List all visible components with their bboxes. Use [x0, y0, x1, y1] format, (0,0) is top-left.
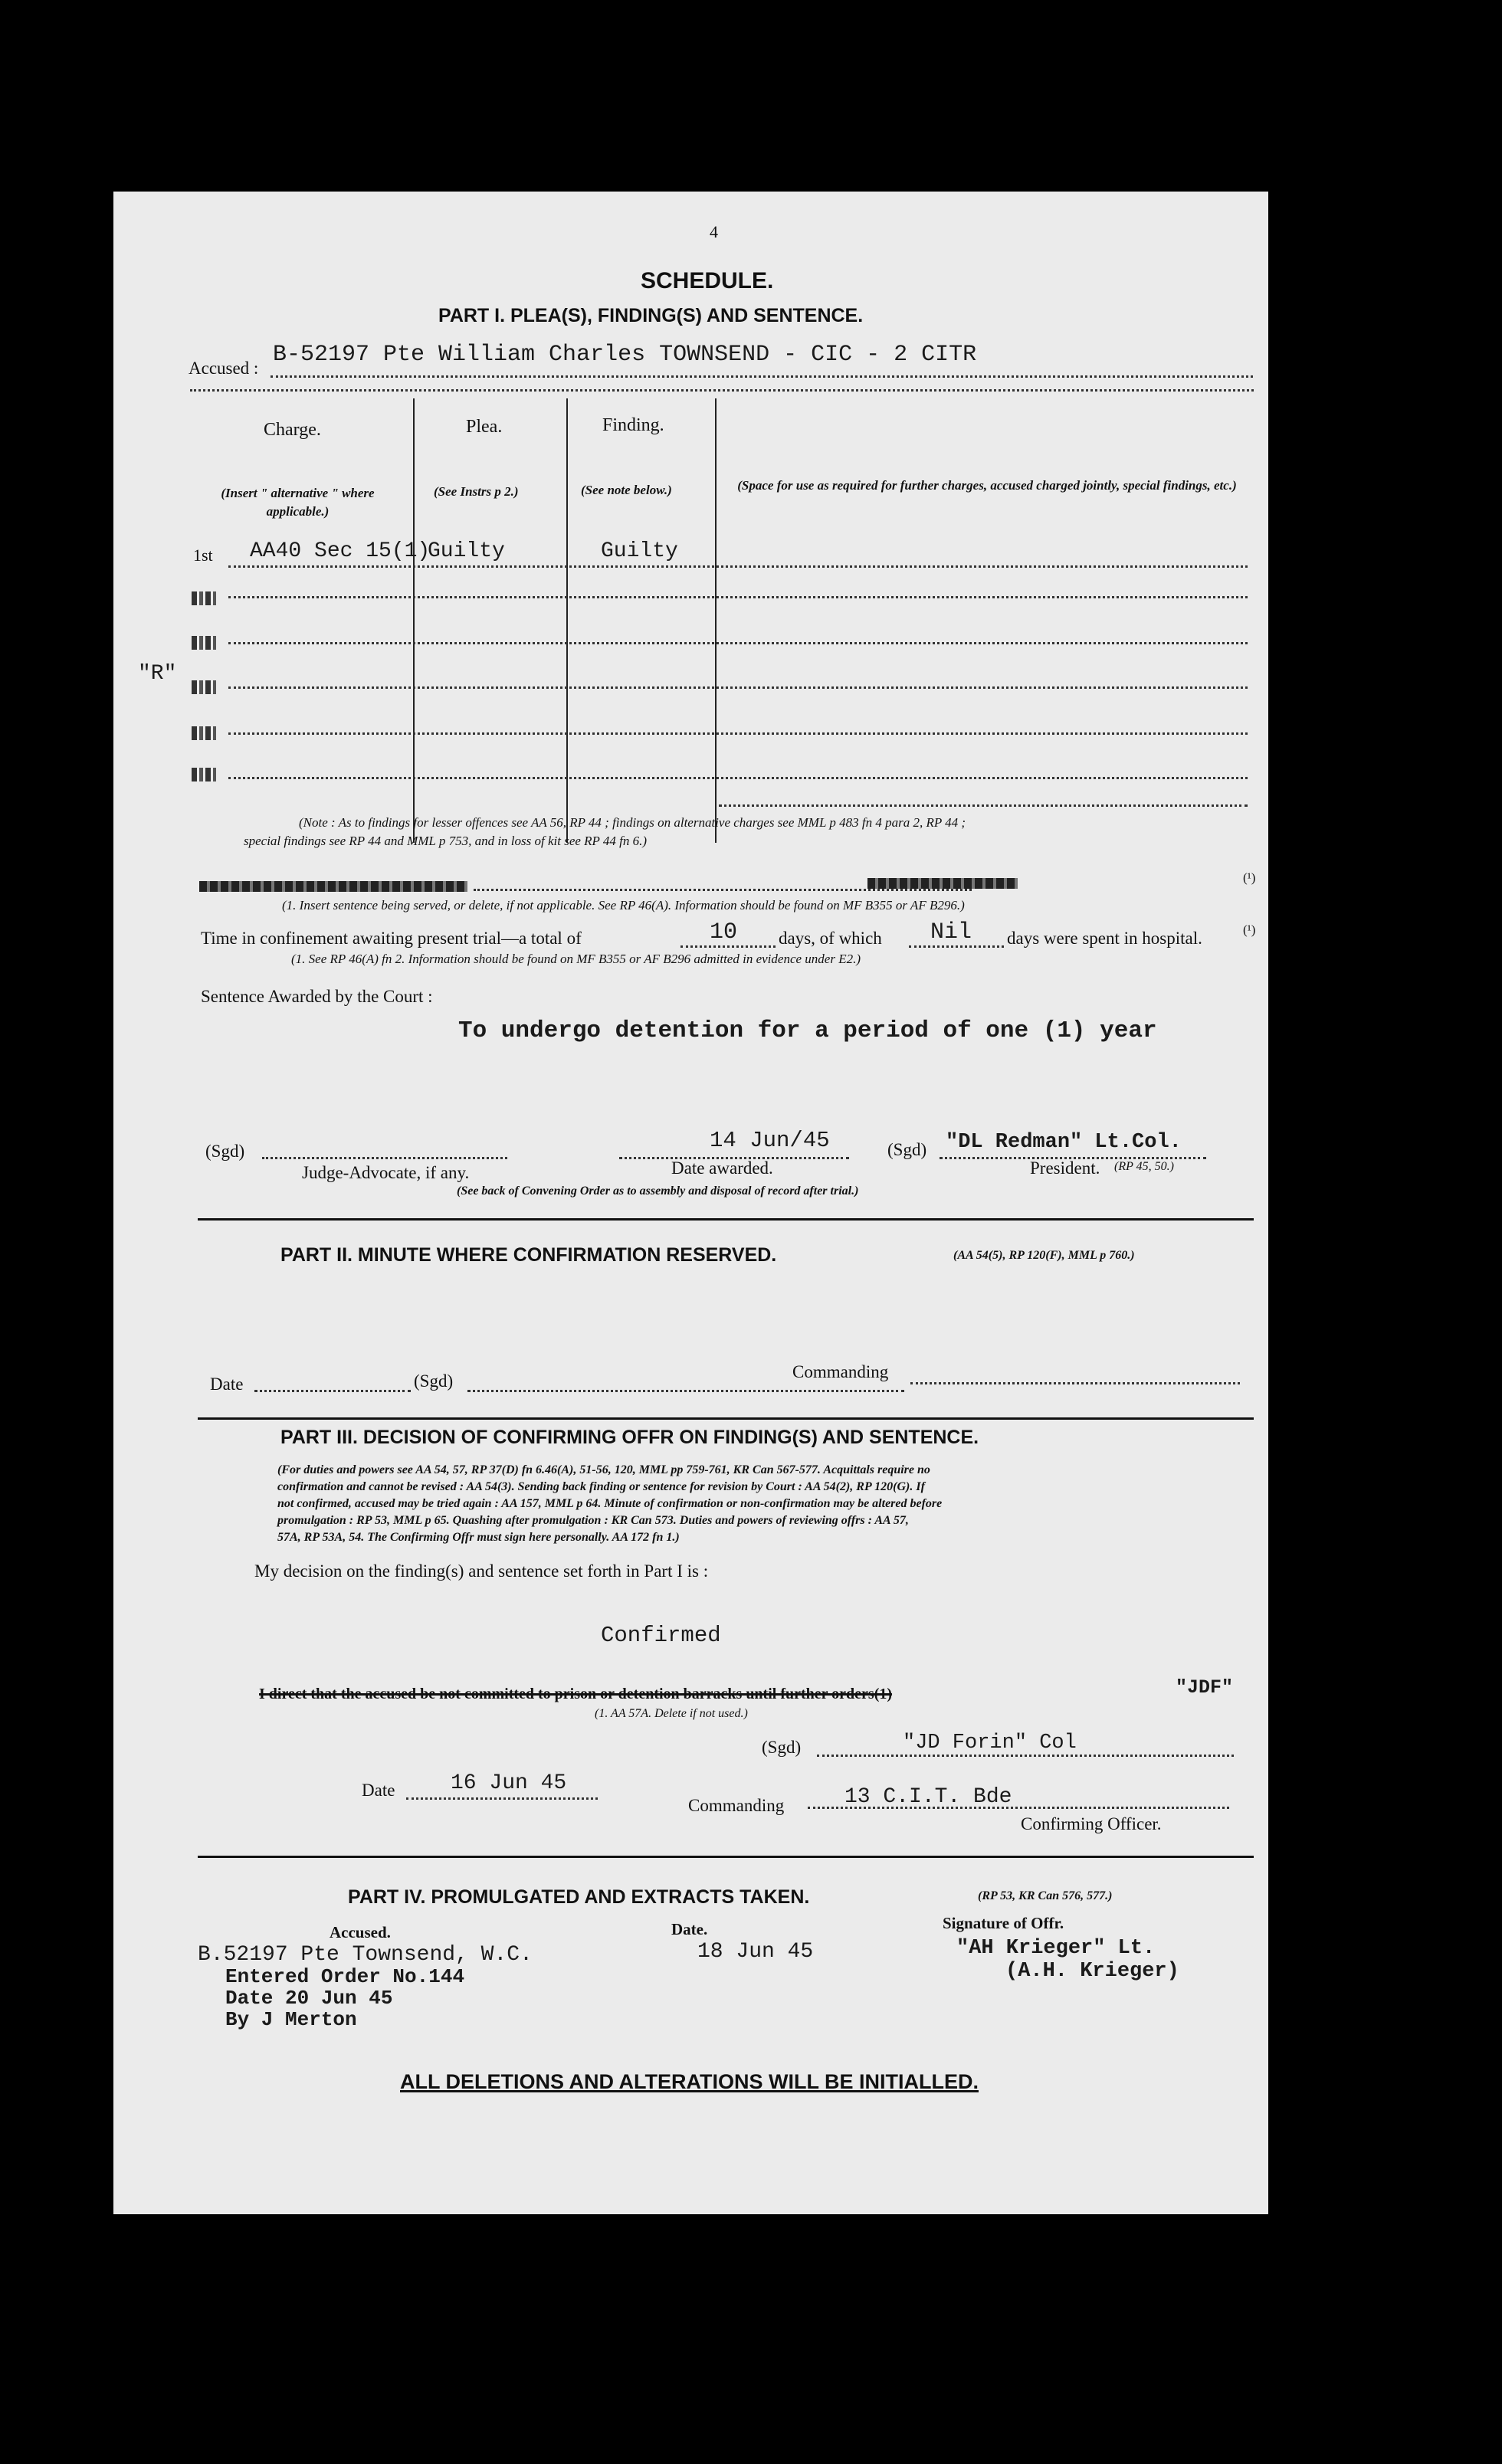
- part2-heading: PART II. MINUTE WHERE CONFIRMATION RESERVED.: [280, 1244, 777, 1266]
- part4-col-signature: Signature of Offr.: [943, 1914, 1064, 1932]
- page-number: 4: [710, 222, 718, 241]
- sentence-text: To undergo detention for a period of one (1) year: [458, 1017, 1157, 1044]
- accused-dotted-line: [271, 375, 1253, 378]
- president-label: President.: [1030, 1158, 1100, 1178]
- part4-refs: (RP 53, KR Can 576, 577.): [978, 1889, 1113, 1902]
- deleted-sentence-served-text: [199, 881, 467, 892]
- sentence-label: Sentence Awarded by the Court :: [201, 987, 433, 1006]
- part3-heading: PART III. DECISION OF CONFIRMING OFFR ON FINDING(S) AND SENTENCE.: [280, 1427, 979, 1448]
- schedule-title: SCHEDULE.: [641, 268, 774, 293]
- part3-date-label: Date: [362, 1781, 395, 1800]
- part3-signature: "JD Forin" Col: [903, 1732, 1077, 1755]
- entered-order-date: Date 20 Jun 45: [225, 1987, 393, 2010]
- part3-confirming-label: Confirming Officer.: [1021, 1814, 1162, 1833]
- confinement-days: 10: [710, 919, 738, 945]
- part3-sgd-line: [817, 1755, 1234, 1757]
- row-rule-6: [228, 777, 1248, 779]
- r-margin-mark: "R": [138, 662, 177, 686]
- part2-date-line: [254, 1390, 411, 1392]
- col-divider-1: [413, 398, 415, 843]
- sgd-label-judge: (Sgd): [205, 1142, 245, 1161]
- col-divider-2: [566, 398, 568, 843]
- part3-note-3: not confirmed, accused may be tried again : AA 157, MML p 64. Minute of confirmation or non-confirmation may be altered before: [277, 1497, 943, 1510]
- part3-note-2: confirmation and cannot be revised : AA 54(3). Sending back finding or sentence for revision by Court : AA 54(2), RP 120(G). If: [277, 1480, 925, 1493]
- row-rule-7: [719, 804, 1248, 807]
- entered-order-by: By J Merton: [225, 2008, 357, 2031]
- part-divider-3: [198, 1856, 1254, 1858]
- part-divider-1: [198, 1218, 1254, 1221]
- confinement-prefix: Time in confinement awaiting present trial—a total of: [201, 929, 582, 948]
- part2-commanding-label: Commanding: [792, 1362, 889, 1381]
- part-divider-2: [198, 1417, 1254, 1420]
- row-rule-4: [228, 686, 1248, 689]
- part3-note-5: 57A, RP 53A, 54. The Confirming Offr must sign here personally. AA 172 fn 1.): [277, 1531, 680, 1544]
- row1-finding: Guilty: [601, 539, 678, 563]
- part3-date-line: [406, 1797, 598, 1800]
- row-rule-5: [228, 732, 1248, 735]
- deleted-ordinal-5: [192, 726, 216, 740]
- insert-sentence-note: (1. Insert sentence being served, or delete, if not applicable. See RP 46(A). Information should be found on MF B355 or AF B296.): [282, 898, 965, 913]
- col-note-space: (Space for use as required for further charges, accused charged jointly, special findings, etc.): [737, 478, 1237, 493]
- table-top-rule: [190, 389, 1254, 392]
- part3-initials: "JDF": [1176, 1676, 1234, 1699]
- date-awarded: 14 Jun/45: [710, 1128, 830, 1153]
- part4-col-date: Date.: [671, 1920, 708, 1938]
- part4-signature-value: "AH Krieger" Lt.: [956, 1937, 1156, 1960]
- note-line-2: special findings see RP 44 and MML p 753, and in loss of kit see RP 44 fn 6.): [244, 834, 648, 848]
- part3-decision-text: Confirmed: [601, 1623, 721, 1648]
- sgd-label-president: (Sgd): [887, 1140, 927, 1159]
- part3-direct-text-deleted: I direct that the accused be not committed to prison or detention barracks until further orders(1): [259, 1686, 893, 1702]
- col-header-finding: Finding.: [602, 415, 664, 435]
- row-rule-3: [228, 642, 1248, 644]
- entered-order-line: Entered Order No.144: [225, 1965, 465, 1988]
- part4-signature-name: (A.H. Krieger): [1005, 1960, 1179, 1983]
- president-ref: (RP 45, 50.): [1114, 1160, 1174, 1173]
- confinement-hospital: Nil: [930, 919, 972, 945]
- part2-sgd-label: (Sgd): [414, 1371, 454, 1391]
- confinement-suffix: days were spent in hospital.: [1007, 929, 1202, 948]
- note-line-1: (Note : As to findings for lesser offences see AA 56, RP 44 ; findings on alternative charges see MML p 483 fn 4 para 2, RP 44 ;: [299, 815, 966, 830]
- president-signature: "DL Redman" Lt.Col.: [946, 1131, 1182, 1154]
- footer-notice: ALL DELETIONS AND ALTERATIONS WILL BE INITIALLED.: [400, 2070, 979, 2093]
- convening-note: (See back of Convening Order as to assembly and disposal of record after trial.): [457, 1184, 859, 1198]
- col-header-charge: Charge.: [264, 420, 321, 440]
- deleted-ordinal-3: [192, 636, 216, 650]
- confinement-middle: days, of which: [779, 929, 882, 948]
- row-rule-1: [228, 565, 1248, 568]
- part3-decision-label: My decision on the finding(s) and sentence set forth in Part I is :: [254, 1561, 709, 1581]
- judge-advocate-label: Judge-Advocate, if any.: [302, 1163, 470, 1182]
- deleted-ordinal-4: [192, 680, 216, 694]
- part4-heading: PART IV. PROMULGATED AND EXTRACTS TAKEN.: [348, 1886, 810, 1908]
- row-rule-2: [228, 596, 1248, 598]
- part3-commanding-value: 13 C.I.T. Bde: [844, 1785, 1012, 1809]
- part2-sgd-line: [467, 1390, 904, 1392]
- deleted-ordinal-6: [192, 768, 216, 781]
- sup-ref-2: (¹): [1243, 922, 1256, 937]
- deleted-sentence-served-label: [867, 878, 1018, 889]
- part3-commanding-label: Commanding: [688, 1796, 785, 1815]
- part2-commanding-line: [910, 1382, 1240, 1384]
- part3-note-1: (For duties and powers see AA 54, 57, RP 37(D) fn 6.46(A), 51-56, 120, MML pp 759-761, KR Can 567-577. Acquittals require no: [277, 1463, 930, 1476]
- col-note-finding: (See note below.): [581, 483, 672, 497]
- col-note-plea: (See Instrs p 2.): [434, 484, 519, 499]
- part3-sgd-label: (Sgd): [762, 1738, 802, 1757]
- col-header-plea: Plea.: [466, 417, 503, 437]
- col-divider-3: [715, 398, 717, 843]
- part2-date-label: Date: [210, 1375, 244, 1394]
- deleted-ordinal-2: [192, 591, 216, 605]
- date-awarded-label: Date awarded.: [671, 1158, 773, 1178]
- part1-heading: PART I. PLEA(S), FINDING(S) AND SENTENCE.: [438, 305, 864, 326]
- part2-refs: (AA 54(5), RP 120(F), MML p 760.): [953, 1249, 1135, 1262]
- part3-date-value: 16 Jun 45: [451, 1771, 567, 1795]
- col-note-charge: (Insert " alternative " where applicable.): [221, 486, 375, 519]
- part3-direct-note: (1. AA 57A. Delete if not used.): [595, 1707, 748, 1720]
- accused-label: Accused :: [189, 359, 259, 378]
- confinement-note: (1. See RP 46(A) fn 2. Information should be found on MF B355 or AF B296 admitted in evidence under E2.): [291, 952, 861, 966]
- part4-accused-value: B.52197 Pte Townsend, W.C.: [198, 1943, 533, 1967]
- row1-plea: Guilty: [428, 539, 505, 563]
- part4-date-value: 18 Jun 45: [697, 1940, 814, 1964]
- part4-col-accused: Accused.: [330, 1923, 391, 1941]
- confinement-days-line: [680, 945, 776, 948]
- row1-label: 1st: [193, 546, 213, 565]
- sup-ref-1: (¹): [1243, 870, 1256, 885]
- judge-advocate-line: [262, 1157, 507, 1159]
- part3-note-4: promulgation : RP 53, MML p 65. Quashing after promulgation : KR Can 573. Duties and powers of reviewing offrs : AA 57,: [277, 1514, 909, 1527]
- accused-value: B-52197 Pte William Charles TOWNSEND - CIC - 2 CITR: [273, 342, 977, 368]
- sentence-served-dotted-line: [474, 889, 972, 891]
- row1-charge: AA40 Sec 15(1): [250, 539, 431, 563]
- document-sheet: [113, 192, 1268, 2214]
- confinement-hospital-line: [909, 945, 1004, 948]
